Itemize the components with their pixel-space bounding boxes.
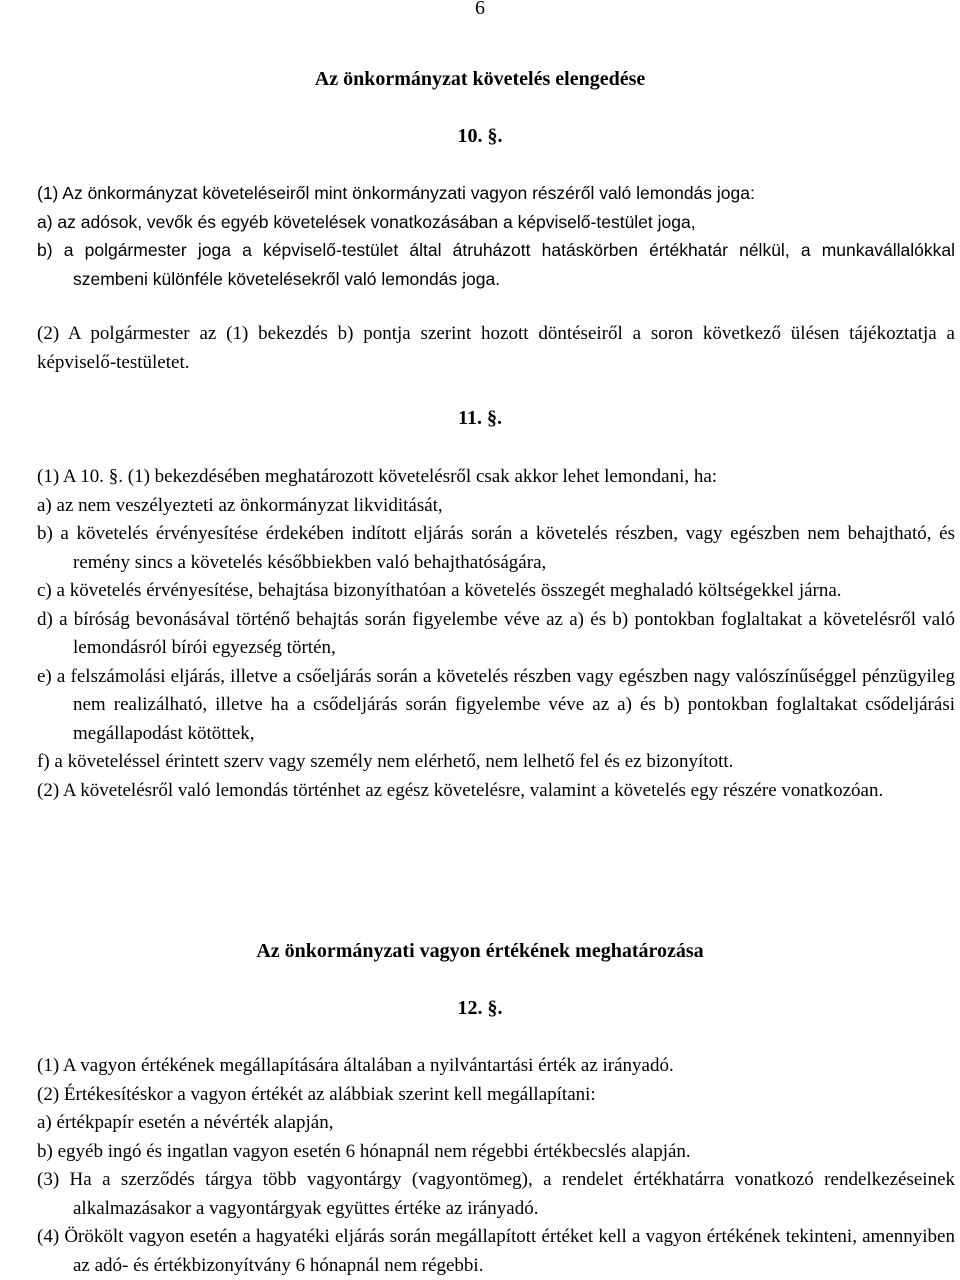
- section-10-paragraph-1: [37, 179, 955, 293]
- s10-p2: (2) A polgármester az (1) bekezdés b) pontja szerint hozott döntéseiről a soron következő ülésen tájékoztatja a képviselő-testületet.: [37, 323, 955, 373]
- s10-p1-b: b) a polgármester joga a képviselő-testület által átruházott hatáskörben értékhatár nélkül, a munkavállalókkal szembeni különféle követelésekről való lemondás joga.: [37, 240, 955, 289]
- s11-f: f) a követeléssel érintett szerv vagy személy nem elérhető, nem lelhető fel és ez bizonyított.: [37, 751, 734, 772]
- s12-p2-a: a) értékpapír esetén a névérték alapján,: [37, 1112, 334, 1133]
- s12-p3: (3) Ha a szerződés tárgya több vagyontárgy (vagyontömeg), a rendelet értékhatárra vonatkozó rendelkezéseinek alkalmazásakor a vagyontárgyak együttes értéke az irányadó.: [37, 1169, 955, 1219]
- s12-p2: (2) Értékesítéskor a vagyon értékét az alábbiak szerint kell megállapítani:: [37, 1083, 596, 1105]
- s11-b: b) a követelés érvényesítése érdekében indított eljárás során a követelés részben, vagy egészben nem behajtható, és remény sincs a követelés későbbiekben való behajthatóságára,: [37, 523, 955, 573]
- s11-e: e) a felszámolási eljárás, illetve a csőeljárás során a követelés részben vagy egészben nagy valószínűséggel pénzügyileg nem realizálható, illetve ha a csődeljárás során figyelembe véve az a) és b) pontokban foglaltakat csődeljárási megállapodást kötöttek,: [37, 665, 955, 744]
- section-heading-2: Az önkormányzati vagyon értékének meghatározása: [256, 940, 704, 962]
- paragraph-number-10: 10. §.: [457, 125, 503, 147]
- page-number: 6: [475, 0, 485, 19]
- section-11-paragraph-1: [37, 463, 955, 805]
- s11-p1-intro: (1) A 10. §. (1) bekezdésében meghatározott követelésről csak akkor lehet lemondani, ha:: [37, 466, 718, 487]
- paragraph-number-11: 11. §.: [458, 407, 502, 429]
- s11-d: d) a bíróság bevonásával történő behajtás során figyelembe véve az a) és b) pontokban foglaltakat a követelésről való lemondásról bírói egyezség történ,: [37, 608, 955, 658]
- s10-p1-intro: (1) Az önkormányzat követeléseiről mint önkormányzati vagyon részéről való lemondás joga:: [37, 183, 755, 203]
- s11-p2: (2) A követelésről való lemondás történhet az egész követelésre, valamint a követelés egy részére vonatkozóan.: [37, 779, 884, 801]
- s12-p1: (1) A vagyon értékének megállapítására általában a nyilvántartási érték az irányadó.: [37, 1055, 674, 1076]
- s11-c: c) a követelés érvényesítése, behajtása bizonyíthatóan a követelés összegét meghaladó költségekkel járna.: [37, 580, 842, 601]
- section-heading-1: Az önkormányzat követelés elengedése: [314, 68, 646, 90]
- s10-p1-a: a) az adósok, vevők és egyéb követelések vonatkozásában a képviselő-testület joga,: [37, 211, 696, 232]
- s11-a: a) az nem veszélyezteti az önkormányzat likviditását,: [37, 494, 443, 516]
- section-12-paragraphs: [37, 1052, 955, 1280]
- s12-p2-b: b) egyéb ingó és ingatlan vagyon esetén 6 hónapnál nem régebbi értékbecslés alapján.: [37, 1140, 691, 1162]
- s12-p4: (4) Örökölt vagyon esetén a hagyatéki eljárás során megállapított értéket kell a vagyon értékének tekinteni, amennyiben az adó- és értékbizonyítvány 6 hónapnál nem régebbi.: [37, 1226, 955, 1276]
- paragraph-number-12: 12. §.: [457, 997, 503, 1019]
